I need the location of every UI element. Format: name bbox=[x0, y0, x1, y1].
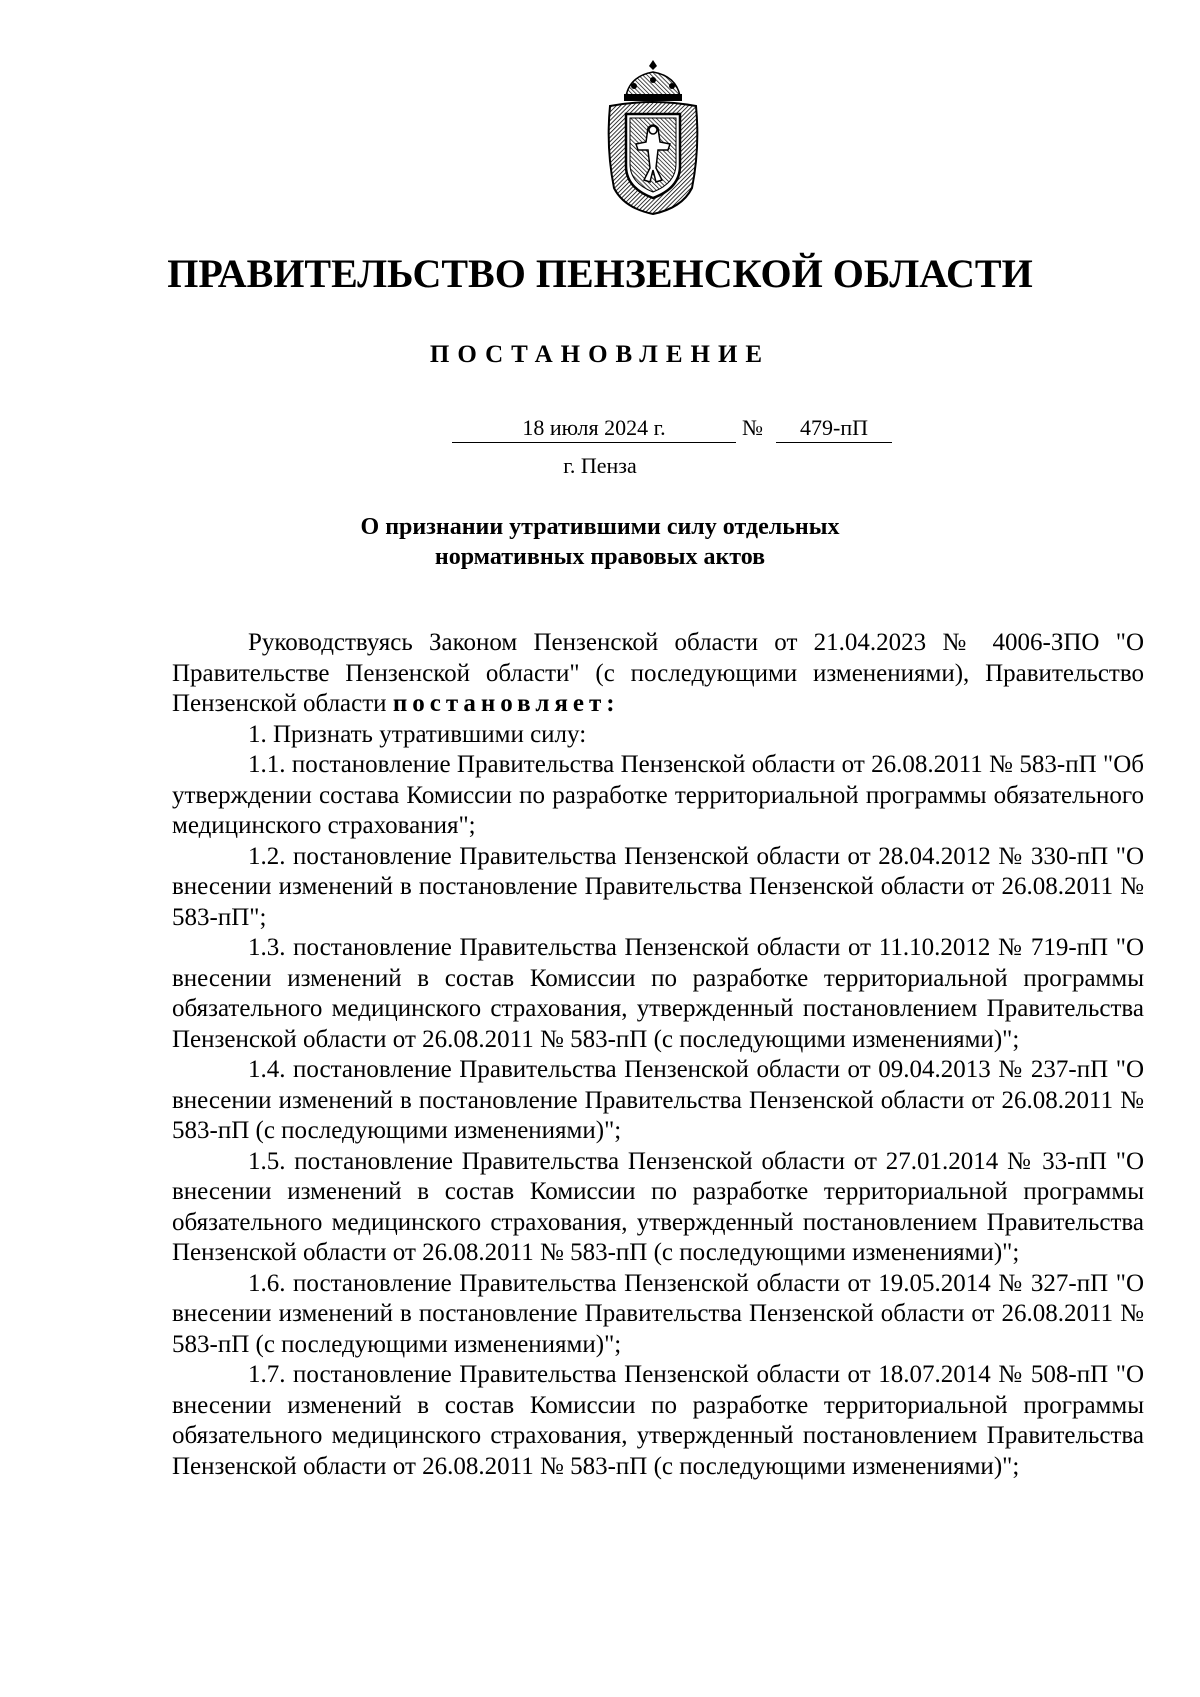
document-city: г. Пенза bbox=[563, 453, 637, 478]
subject-line-2: нормативных правовых актов bbox=[434, 544, 766, 570]
document-body bbox=[172, 628, 1144, 1482]
list-item: 1.2. постановление Правительства Пензенской области от 28.04.2012 № 330-пП "О внесении изменений в постановление Правительства Пензенской области от 26.08.2011 № 583-пП"; bbox=[172, 842, 1144, 931]
number-sign: № bbox=[742, 415, 763, 440]
coat-of-arms-emblem bbox=[604, 58, 702, 216]
list-item: 1.3. постановление Правительства Пензенской области от 11.10.2012 № 719-пП "О внесении изменений в состав Комиссии по разработке территориальной программы обязательного медицинского страхования, утвержденный постановлением Правительства Пензенской области от 26.08.2011 № 583-пП (с последующими изменениями)"; bbox=[172, 934, 1144, 1053]
list-item: 1.6. постановление Правительства Пензенской области от 19.05.2014 № 327-пП "О внесении изменений в постановление Правительства Пензенской области от 26.08.2011 № 583-пП (с последующими изменениями)"; bbox=[172, 1269, 1144, 1358]
list-item: 1.1. постановление Правительства Пензенской области от 26.08.2011 № 583-пП "Об утверждении состава Комиссии по разработке территориальной программы обязательного медицинского страхования"; bbox=[172, 751, 1144, 839]
list-item: 1.4. постановление Правительства Пензенской области от 09.04.2013 № 237-пП "О внесении изменений в постановление Правительства Пензенской области от 26.08.2011 № 583-пП (с последующими изменениями)"; bbox=[172, 1056, 1144, 1144]
document-type: ПОСТАНОВЛЕНИЕ bbox=[429, 341, 771, 368]
document-date: 18 июля 2024 г. bbox=[452, 414, 736, 443]
subject-line-1: О признании утратившими силу отдельных bbox=[360, 514, 840, 540]
date-number-line bbox=[0, 414, 1200, 448]
preamble-text: Руководствуясь Законом Пензенской области от 21.04.2023 № 4006-ЗПО "О Правительстве Пензенской области" (с последующими изменениями), Правительство Пензенской области bbox=[172, 629, 1144, 717]
document-subject bbox=[0, 512, 1200, 572]
list-item: 1. Признать утратившими силу: bbox=[248, 720, 587, 748]
preamble-paragraph bbox=[172, 628, 1144, 720]
government-title: ПРАВИТЕЛЬСТВО ПЕНЗЕНСКОЙ ОБЛАСТИ bbox=[167, 251, 1033, 296]
list-item: 1.5. постановление Правительства Пензенской области от 27.01.2014 № 33-пП "О внесении изменений в состав Комиссии по разработке территориальной программы обязательного медицинского страхования, утвержденный постановлением Правительства Пензенской области от 26.08.2011 № 583-пП (с последующими изменениями)"; bbox=[172, 1147, 1144, 1266]
list-item: 1.7. постановление Правительства Пензенской области от 18.07.2014 № 508-пП "О внесении изменений в состав Комиссии по разработке территориальной программы обязательного медицинского страхования, утвержденный постановлением Правительства Пензенской области от 26.08.2011 № 583-пП (с последующими изменениями)"; bbox=[172, 1361, 1144, 1480]
document-number: 479-пП bbox=[776, 414, 892, 443]
decree-word: постановляет: bbox=[392, 690, 620, 717]
